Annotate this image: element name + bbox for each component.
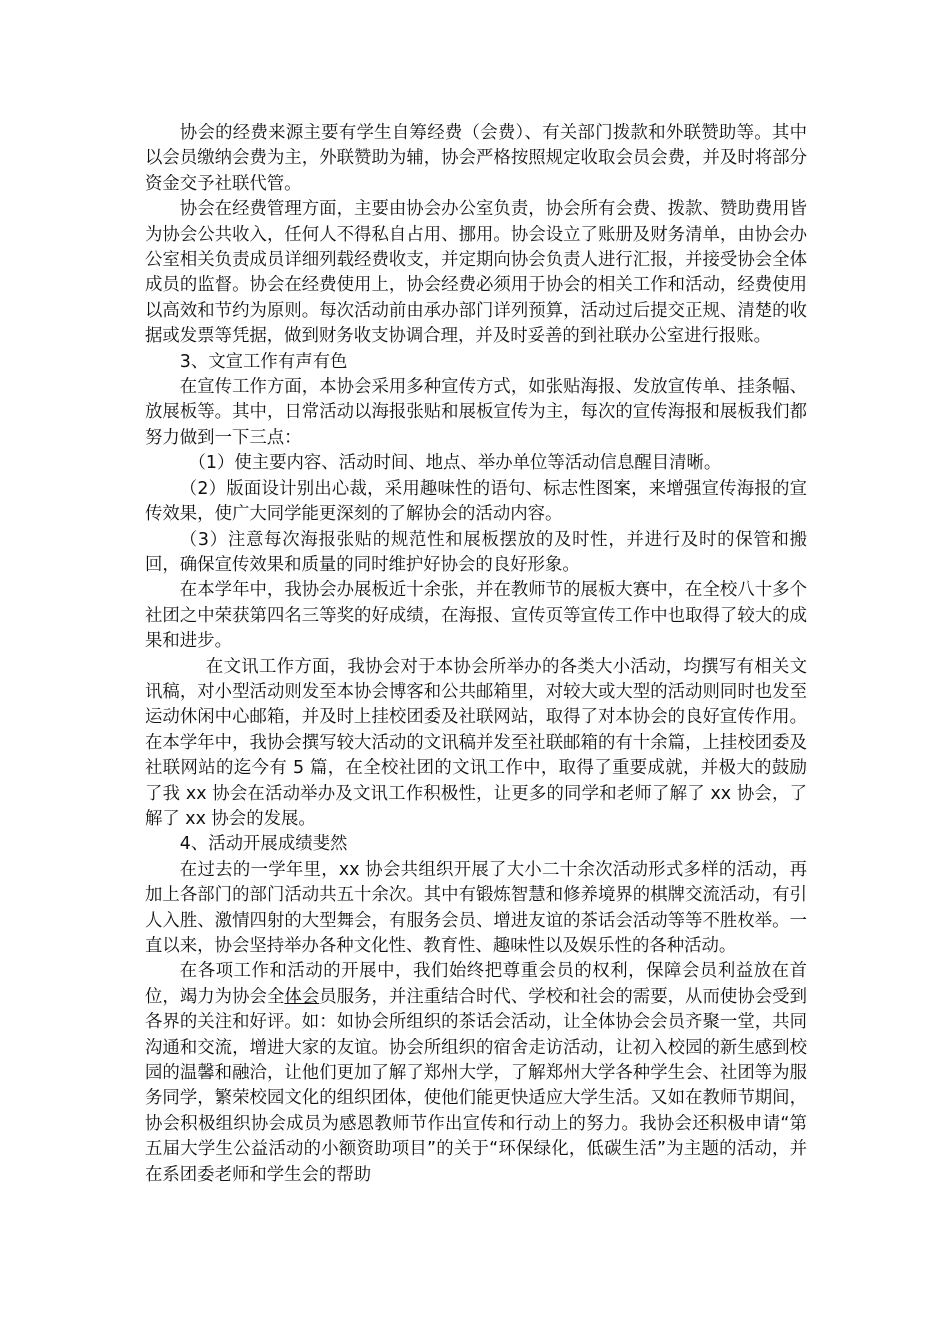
section-heading-publicity: 3、文宣工作有声有色 [179, 351, 348, 372]
paragraph-funding-sources: 协会的经费来源主要有学生自筹经费（会费）、有关部门拨款和外联赞助等。其中以会员缴纳会费为主，外联赞助为辅，协会严格按照规定收取会员会费，并及时将部分资金交予社联代管。 [145, 123, 807, 194]
paragraph-member-service [145, 959, 807, 1188]
paragraph-publicity-methods: 在宣传工作方面，本协会采用多种宣传方式，如张贴海报、发放宣传单、挂条幅、放展板等。其中，日常活动以海报张贴和展板宣传为主，每次的宣传海报和展板我们都努力做到一下三点： [145, 377, 807, 448]
paragraph-exhibition-results: 在本学年中，我协会办展板近十余张，并在教师节的展板大赛中，在全校八十多个社团之中荣获第四名三等奖的好成绩，在海报、宣传页等宣传工作中也取得了较大的成果和进步。 [145, 580, 807, 652]
paragraph-news-work: 在文讯工作方面，我协会对于本协会所举办的各类大小活动，均撰写有相关文讯稿，对小型活动则发至本协会博客和公共邮箱里，对较大或大型的活动则同时也发至运动休闲中心邮箱，并及时上挂校团委及社联网站，取得了对本协会的良好宣传作用。在本学年中，我协会撰写较大活动的文讯稿并发至社联邮箱的有十余篇，上挂校团委及社联网站的迄今有 5 篇，在全校社团的文讯工作中，取得了重要成就，并极大的鼓励了我 xx 协会在活动举办及文讯工作积极性，让更多的同学和老师了解了 xx 协会，了解了 xx 协会的发展。 [145, 656, 807, 829]
underlined-text: 体会 [284, 986, 320, 1007]
paragraph-activities-summary: 在过去的一学年里，xx 协会共组织开展了大小二十余次活动形式多样的活动，再加上各部门的部门活动共五十余次。其中有锻炼智慧和修养境界的棋牌交流活动，有引人入胜、激情四射的大型舞会，有服务会员、增进友谊的茶话会活动等等不胜枚举。一直以来，协会坚持举办各种文化性、教育性、趣味性以及娱乐性的各种活动。 [145, 859, 807, 956]
list-item-2: （2）版面设计别出心裁，采用趣味性的语句、标志性图案，来增强宣传海报的宣传效果，使广大同学能更深刻的了解协会的活动内容。 [145, 478, 807, 525]
list-item-3: （3）注意每次海报张贴的规范性和展板摆放的及时性，并进行及时的保管和搬回，确保宣传效果和质量的同时维护好协会的良好形象。 [145, 529, 807, 575]
paragraph-member-service-part-b: 员服务，并注重结合时代、学校和社会的需要，从而使协会受到各界的关注和好评。如：如协会所组织的茶话会活动，让全体协会会员齐聚一堂，共同沟通和交流，增进大家的友谊。协会所组织的宿舍走访活动，让初入校园的新生感到校园的温馨和融洽，让他们更加了解了郑州大学，了解郑州大学各种学生会、社团等为服务同学，繁荣校园文化的组织团体，使他们能更快适应大学生活。又如在教师节期间，协会积极组织协会成员为感恩教师节作出宣传和行动上的努力。我协会还积极申请“第五届大学生公益活动的小额资助项目”的关于“环保绿化，低碳生活”为主题的活动，并在系团委老师和学生会的帮助 [145, 986, 807, 1185]
paragraph-funding-management: 协会在经费管理方面，主要由协会办公室负责，协会所有会费、拨款、赞助费用皆为协会公共收入，任何人不得私自占用、挪用。协会设立了账册及财务清单，由协会办公室相关负责成员详细列载经费收支，并定期向协会负责人进行汇报，并接受协会全体成员的监督。协会在经费使用上，协会经费必须用于协会的相关工作和活动，经费使用以高效和节约为原则。每次活动前由承办部门详列预算，活动过后提交正规、清楚的收据或发票等凭据，做到财务收支协调合理，并及时妥善的到社联办公室进行报账。 [145, 199, 807, 347]
section-heading-activities: 4、活动开展成绩斐然 [179, 834, 348, 855]
paragraph-member-service-part-a: 在各项工作和活动的开展中，我们始终把尊重会员的权利，保障会员利益放在首位，竭力为协会全 [145, 961, 807, 1007]
document-body [145, 121, 807, 1188]
list-item-1: （1）使主要内容、活动时间、地点、举办单位等活动信息醒目清晰。 [188, 453, 722, 474]
